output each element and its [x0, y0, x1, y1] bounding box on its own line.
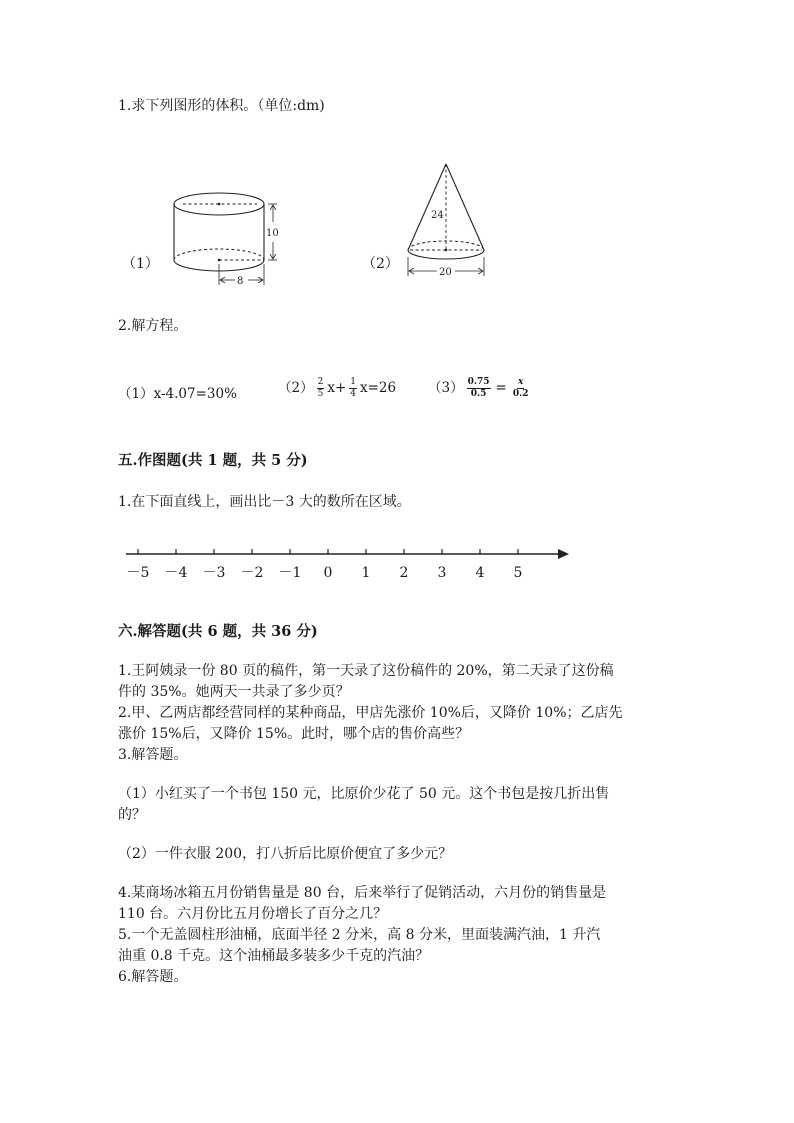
number-line-label: 0 [323, 565, 333, 581]
cylinder-figure [165, 182, 295, 292]
figure1-label: （1） [122, 256, 159, 272]
section6-question-3-1-line1: （1）小红买了一个书包 150 元，比原价少花了 50 元。这个书包是按几折出售 [118, 786, 610, 802]
question-equation: 2.解方程。 [118, 318, 188, 334]
number-line-label: 5 [513, 565, 523, 581]
fraction-right: $\frac{x}{0.2}$ [512, 377, 529, 399]
equation-1: （1）x-4.07=30% [118, 386, 237, 402]
section6-question-4-line1: 4.某商场冰箱五月份销售量是 80 台，后来举行了促销活动，六月份的销售量是 [118, 885, 607, 901]
number-line-label: 4 [475, 565, 485, 581]
cylinder-height-label: 10 [266, 228, 279, 239]
section6-question-2-line2: 涨价 15%后，又降价 15%。此时，哪个店的售价高些？ [118, 726, 470, 742]
section6-question-2-line1: 2.甲、乙两店都经营同样的某种商品，甲店先涨价 10%后，又降价 10%；乙店先 [118, 705, 623, 721]
section6-question-3: 3.解答题。 [118, 747, 188, 763]
number-line-label: 1 [361, 565, 371, 581]
fraction-left: $\frac{0.75}{0.5}$ [467, 377, 490, 399]
section5-title: 五.作图题(共 1 题，共 5 分) [118, 452, 308, 469]
cylinder-radius-label: 8 [237, 276, 244, 287]
question-volume: 1.求下列图形的体积。（单位:dm) [118, 98, 325, 114]
cone-figure [400, 160, 495, 282]
number-line-label: －2 [240, 565, 264, 581]
section6-question-1-line2: 件的 35%。她两天一共录了多少页？ [118, 684, 350, 700]
section6-question-5-line1: 5.一个无盖圆柱形油桶，底面半径 2 分米，高 8 分米，里面装满汽油，1 升汽 [118, 927, 601, 943]
section6-question-1-line1: 1.王阿姨录一份 80 页的稿件，第一天录了这份稿件的 20%，第二天录了这份稿 [118, 663, 614, 679]
equation-3: （3） $\frac{0.75}{0.5}$ = $\frac{x}{0.2}$ [428, 377, 529, 399]
section6-question-6: 6.解答题。 [118, 969, 188, 985]
number-line-label: 3 [437, 565, 447, 581]
number-line-label: 2 [399, 565, 409, 581]
number-line-label: －1 [278, 565, 302, 581]
cone-height-label: 24 [431, 210, 444, 221]
section5-question-1: 1.在下面直线上，画出比－3 大的数所在区域。 [118, 494, 411, 510]
section6-question-5-line2: 油重 0.8 千克。这个油桶最多装多少千克的汽油？ [118, 948, 430, 964]
fraction-one-quarter: $\frac{1}{4}$ [350, 377, 356, 399]
equation-2: （2） $\frac{2}{5}$ x+ $\frac{1}{4}$ x=26 [278, 377, 397, 399]
section6-title: 六.解答题(共 6 题，共 36 分) [118, 623, 318, 640]
figure2-label: （2） [362, 256, 399, 272]
number-line [118, 540, 578, 585]
number-line-label: －5 [126, 565, 150, 581]
section6-question-4-line2: 110 台。六月份比五月份增长了百分之几？ [118, 906, 388, 922]
section6-question-3-1-line2: 的？ [118, 807, 146, 823]
cone-diameter-label: 20 [439, 267, 452, 278]
section6-question-3-2: （2）一件衣服 200，打八折后比原价便宜了多少元？ [118, 846, 453, 862]
fraction-two-fifths: $\frac{2}{5}$ [317, 377, 324, 399]
number-line-label: －3 [202, 565, 226, 581]
number-line-label: －4 [164, 565, 188, 581]
